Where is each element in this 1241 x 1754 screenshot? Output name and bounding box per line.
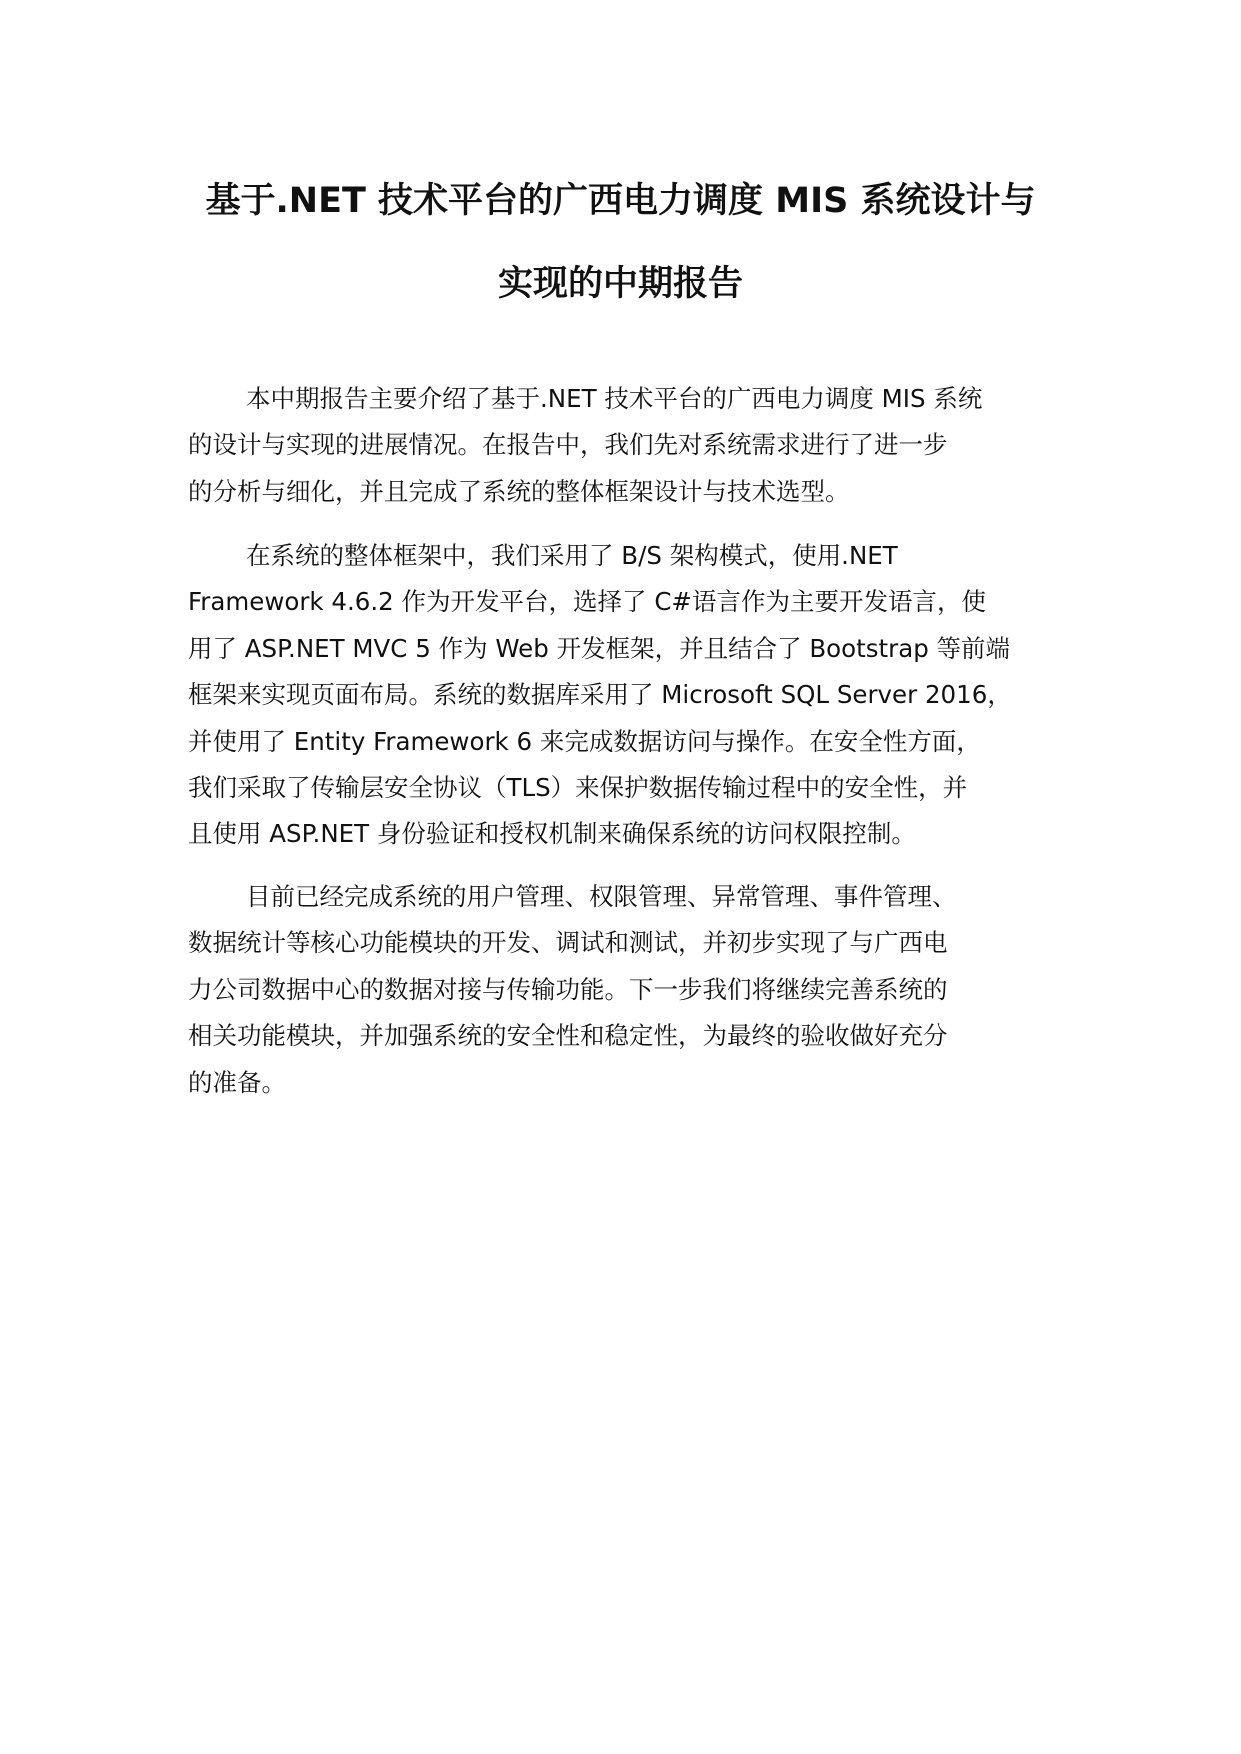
paragraph-line: 在系统的整体框架中，我们采用了 B/S 架构模式，使用.NET (246, 541, 898, 570)
paragraph-line: 本中期报告主要介绍了基于.NET 技术平台的广西电力调度 MIS 系统 (246, 384, 983, 413)
paragraph-line: 用了 ASP.NET MVC 5 作为 Web 开发框架，并且结合了 Bootstrap 等前端 (188, 633, 1011, 663)
paragraph-2 (188, 533, 1078, 858)
paragraph-line: 力公司数据中心的数据对接与传输功能。下一步我们将继续完善系统的 (188, 974, 948, 1004)
paragraph-line: 我们采取了传输层安全协议（TLS）来保护数据传输过程中的安全性，并 (188, 773, 968, 803)
paragraph-1 (188, 376, 1078, 515)
paragraph-line: 的设计与实现的进展情况。在报告中，我们先对系统需求进行了进一步 (188, 430, 948, 460)
paragraph-line: 目前已经完成系统的用户管理、权限管理、异常管理、事件管理、 (246, 882, 957, 911)
paragraph-3 (188, 874, 1078, 1106)
paragraph-line: 的准备。 (188, 1067, 286, 1097)
paragraph-line: 框架来实现页面布局。系统的数据库采用了 Microsoft SQL Server 2016， (188, 680, 1012, 710)
document-title-line-1: 基于.NET 技术平台的广西电力调度 MIS 系统设计与 (205, 181, 1036, 221)
paragraph-line: 相关功能模块，并加强系统的安全性和稳定性，为最终的验收做好充分 (188, 1021, 948, 1051)
paragraph-line: 数据统计等核心功能模块的开发、调试和测试，并初步实现了与广西电 (188, 928, 948, 958)
document-title-line-2: 实现的中期报告 (497, 264, 743, 304)
paragraph-line: Framework 4.6.2 作为开发平台，选择了 C#语言作为主要开发语言，使 (188, 587, 986, 617)
paragraph-line: 并使用了 Entity Framework 6 来完成数据访问与操作。在安全性方面， (188, 726, 981, 756)
paragraph-line: 的分析与细化，并且完成了系统的整体框架设计与技术选型。 (188, 476, 850, 506)
paragraph-line: 且使用 ASP.NET 身份验证和授权机制来确保系统的访问权限控制。 (188, 819, 916, 849)
